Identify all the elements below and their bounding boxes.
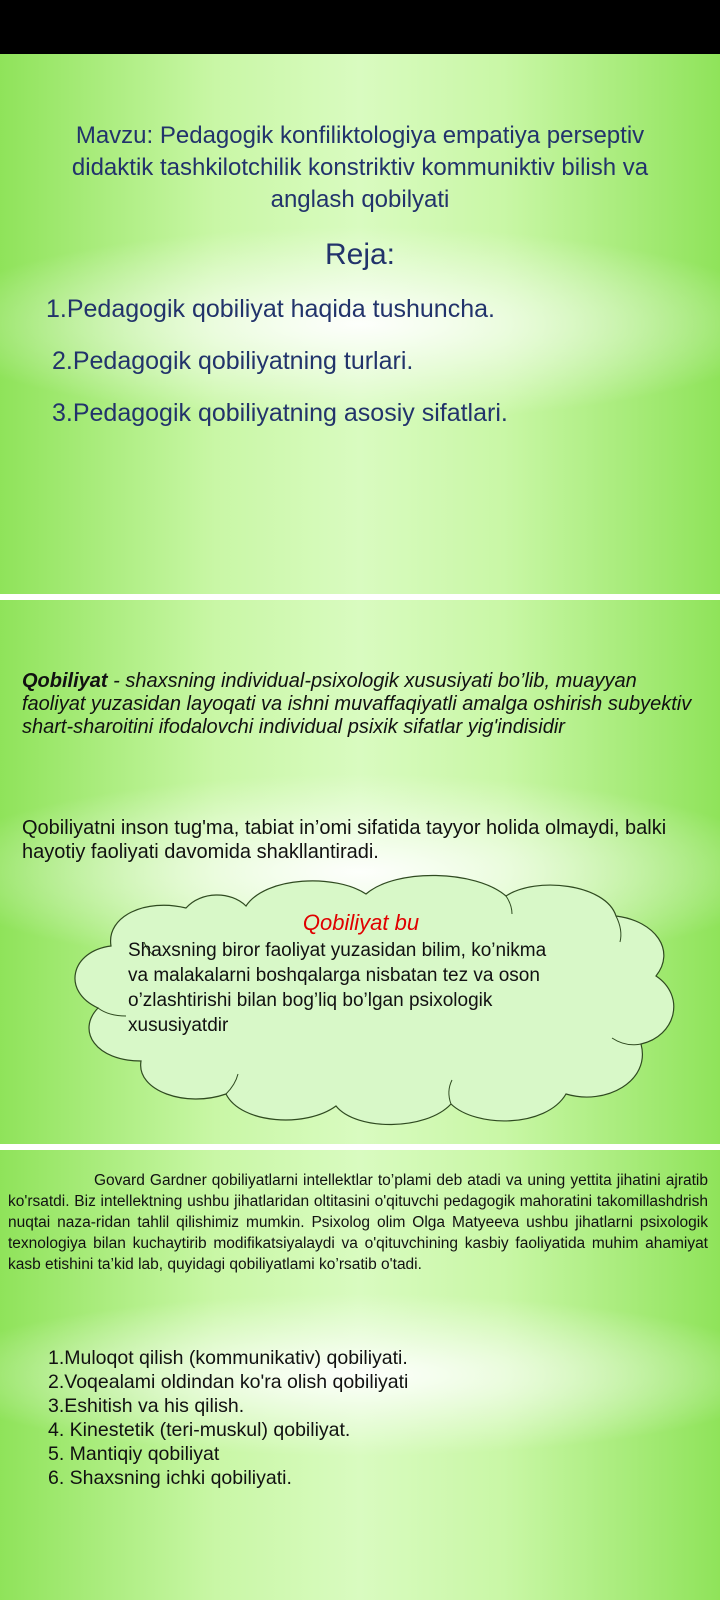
plan-heading: Reja:: [324, 238, 396, 271]
cloud-title: Qobiliyat bu: [302, 910, 420, 935]
abilities-list: [48, 1346, 408, 1490]
plan-item: 3.Pedagogik qobiliyatning asosiy sifatlari.: [52, 399, 508, 427]
plan-item: 2.Pedagogik qobiliyatning turlari.: [52, 347, 414, 375]
status-bar: [0, 0, 720, 54]
gardner-paragraph: Govard Gardner qobiliyatlarni intellektlar to’plami deb atadi va uning yettita jihatini ajratib ko'rsatdi. Biz intellektning ushbu jihatlaridan oltitasini o'qituvchi pedagogik mahoratini takomillashdrish nuqtai naza-ridan tahlil qilishimiz mumkin. Psixolog olim Olga Matyeeva ushbu jihatlarni psixologik texnologiya bilan kuchaytirib modifikatsiyalaydi va o'qituvchining kasbiy faoliyatida muhim ahamiyat kasb etishini ta’kid lab, quyidagi qobiliyatlami ko’rsatib o'tadi.: [8, 1172, 708, 1273]
ability-item: 3.Eshitish va his qilish.: [48, 1395, 245, 1417]
cloud-text: Shaxsning biror faoliyat yuzasidan bilim, ko’nikma va malakalarni boshqalarga nisbatan tez va oson o’zlashtirishi bilan bog’liq bo’lgan psixologik xususiyatdir: [128, 940, 547, 1036]
definition-text: [22, 670, 702, 739]
ability-item: 4. Kinestetik (teri-muskul) qobiliyat.: [48, 1419, 351, 1441]
ability-paragraph: Qobiliyatni inson tug'ma, tabiat in’omi sifatida tayyor holida olmaydi, balki hayotiy faoliyati davomida shakllantiradi.: [22, 817, 667, 863]
definition-body: - shaxsning individual-psixologik xususiyati bo’lib, muayyan faoliyat yuzasidan layoqati va ishni muvaffaqiyatli amalga oshirish subyektiv shart-sharoitini ifodalovchi individual psixik sifatlar yig'indisidir: [22, 670, 692, 738]
definition-term: Qobiliyat: [22, 670, 108, 692]
ability-item: 2.Voqealami oldindan ko'ra olish qobiliyati: [48, 1371, 409, 1393]
ability-item: 5. Mantiqiy qobiliyat: [48, 1443, 220, 1465]
plan-item: 1.Pedagogik qobiliyat haqida tushuncha.: [46, 295, 495, 323]
slide-gardner: [0, 1150, 720, 1600]
cloud-callout: [36, 866, 686, 1136]
slide-title: Mavzu: Pedagogik konfiliktologiya empatiya perseptiv didaktik tashkilotchilik konstriktiv kommuniktiv bilish va anglash qobilyati: [71, 122, 649, 213]
ability-item: 6. Shaxsning ichki qobiliyati.: [48, 1467, 292, 1489]
ability-item: 1.Muloqot qilish (kommunikativ) qobiliyati.: [48, 1347, 408, 1369]
slide-definition: [0, 600, 720, 1144]
slide-topic: [0, 54, 720, 594]
